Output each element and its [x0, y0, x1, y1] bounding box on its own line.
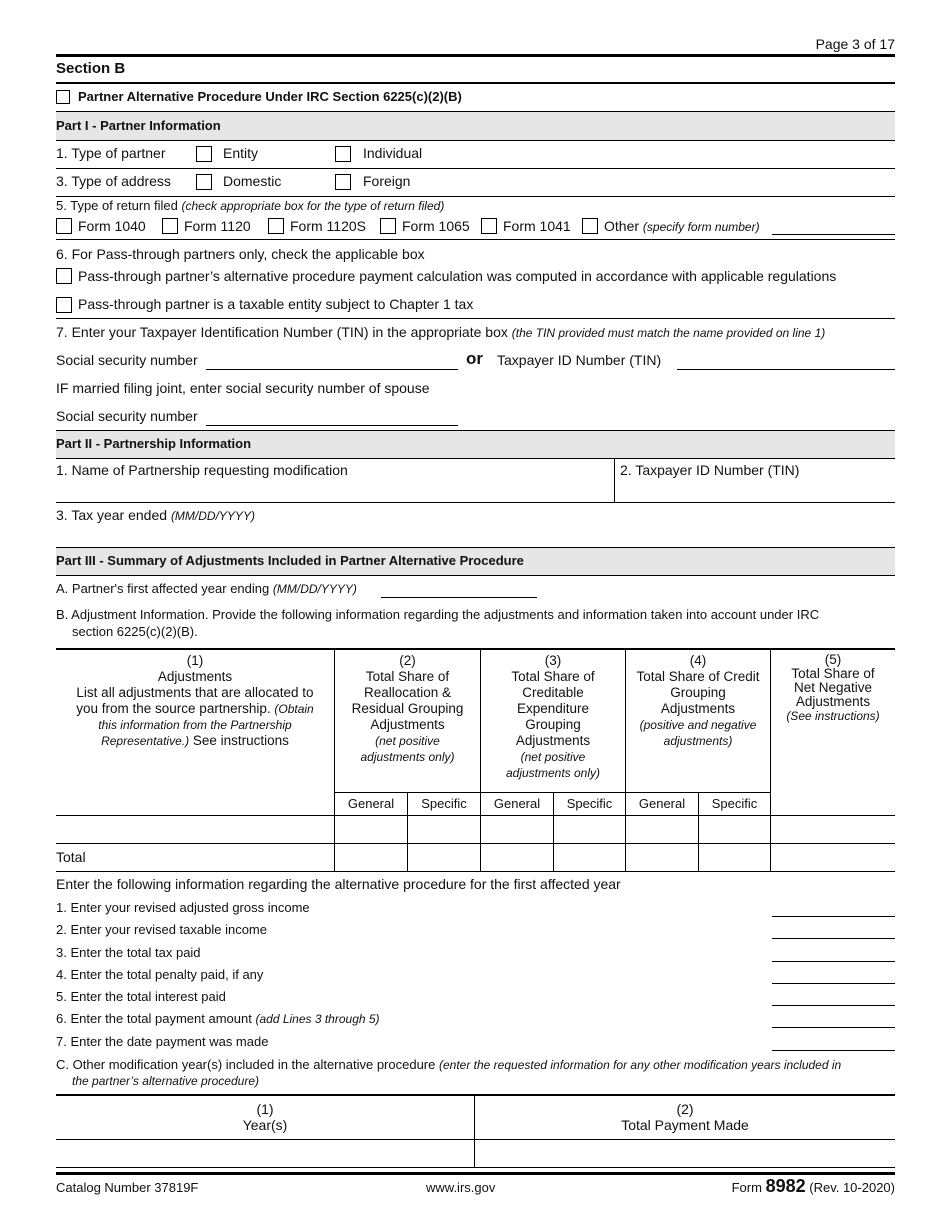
spouse-ssn-instruction: IF married filing joint, enter social security number of spouse [56, 380, 430, 396]
form1041-checkbox[interactable] [481, 218, 497, 234]
part2-title: Part II - Partnership Information [56, 436, 252, 451]
table-bottom-border [56, 871, 895, 872]
section-title: Section B [56, 60, 126, 77]
col3-header: (3) Total Share of Creditable Expenditure Grouping Adjustments (net positive adjustments only) [505, 653, 601, 780]
year-cell[interactable] [56, 1140, 474, 1167]
line6-label: 6. Enter the total payment amount (add Lines 3 through 5) [56, 1011, 380, 1026]
partnership-name-label[interactable]: 1. Name of Partnership requesting modification [56, 462, 348, 478]
line2-label: 2. Enter your revised taxable income [56, 922, 267, 937]
line1-field[interactable] [772, 903, 895, 917]
divider [56, 54, 895, 57]
table-row-divider [56, 843, 895, 844]
alt-procedure-intro: Enter the following information regarding the alternative procedure for the first affected year [56, 876, 621, 892]
part1-title: Part I - Partner Information [56, 118, 221, 133]
col2-general: General [347, 796, 395, 811]
tin-instruction: 7. Enter your Taxpayer Identification Number (TIN) in the appropriate box (the TIN provided must match the name provided on line 1) [56, 324, 826, 340]
spouse-ssn-label: Social security number [56, 408, 198, 424]
other-form-number-field[interactable] [772, 222, 895, 235]
col4-specific: Specific [711, 796, 758, 811]
form1040-label: Form 1040 [78, 218, 146, 234]
footer-divider [56, 1172, 895, 1175]
return-filed-label: 5. Type of return filed (check appropriate box for the type of return filed) [56, 198, 445, 213]
form1040-checkbox[interactable] [56, 218, 72, 234]
irs-url[interactable]: www.irs.gov [426, 1180, 496, 1195]
other-form-checkbox[interactable] [582, 218, 598, 234]
col1-header: (1) Adjustments List all adjustments that are allocated to you from the source partnership. (Obtain this information from the Partnership Representative.) See instructions [76, 653, 314, 748]
payment-column-header: (2) Total Payment Made [621, 1101, 749, 1133]
line6-field[interactable] [772, 1014, 895, 1028]
form1120s-checkbox[interactable] [268, 218, 284, 234]
or-label: or [466, 349, 483, 368]
type-address-label: 3. Type of address [56, 173, 171, 189]
form-identifier: Form 8982 (Rev. 10-2020) [731, 1176, 895, 1196]
divider [56, 196, 895, 197]
line3-field[interactable] [772, 948, 895, 962]
partnership-tin-label[interactable]: 2. Taxpayer ID Number (TIN) [620, 462, 800, 478]
first-affected-year-field[interactable] [381, 584, 537, 598]
form1120s-label: Form 1120S [290, 218, 366, 234]
payment-cell[interactable] [475, 1140, 895, 1167]
part3-title: Part III - Summary of Adjustments Included in Partner Alternative Procedure [56, 553, 524, 568]
alt-procedure-checkbox[interactable] [56, 90, 70, 104]
line3-label: 3. Enter the total tax paid [56, 945, 201, 960]
col2-specific: Specific [421, 796, 467, 811]
tin-label: Taxpayer ID Number (TIN) [497, 352, 662, 368]
col4-header: (4) Total Share of Credit Grouping Adjustments (positive and negative adjustments) [636, 653, 760, 748]
passthrough-label: 6. For Pass-through partners only, check the applicable box [56, 246, 425, 262]
foreign-label: Foreign [363, 173, 411, 189]
line7-label: 7. Enter the date payment was made [56, 1034, 269, 1049]
tin-field[interactable] [677, 356, 895, 370]
divider [56, 318, 895, 319]
total-label: Total [56, 849, 86, 865]
form1041-label: Form 1041 [503, 218, 571, 234]
col4-general: General [638, 796, 686, 811]
type-partner-label: 1. Type of partner [56, 145, 166, 161]
col3-specific: Specific [566, 796, 613, 811]
domestic-label: Domestic [223, 173, 282, 189]
alt-procedure-label: Partner Alternative Procedure Under IRC Section 6225(c)(2)(B) [78, 89, 462, 104]
form1120-label: Form 1120 [184, 218, 251, 234]
other-form-label: Other (specify form number) [604, 218, 760, 234]
passthrough-taxable-label: Pass-through partner is a taxable entity subject to Chapter 1 tax [78, 296, 474, 312]
line2-field[interactable] [772, 925, 895, 939]
foreign-checkbox[interactable] [335, 174, 351, 190]
entity-checkbox[interactable] [196, 146, 212, 162]
ssn-label: Social security number [56, 352, 198, 368]
other-modification-line2: the partner’s alternative procedure) [72, 1074, 259, 1088]
line7-field[interactable] [772, 1037, 895, 1051]
passthrough-computed-label: Pass-through partner’s alternative procedure payment calculation was computed in accordance with applicable regulations [78, 268, 837, 284]
c-table-top-border [56, 1094, 895, 1096]
year-column-header: (1) Year(s) [242, 1101, 288, 1133]
passthrough-taxable-checkbox[interactable] [56, 297, 72, 313]
individual-checkbox[interactable] [335, 146, 351, 162]
tax-year-label[interactable]: 3. Tax year ended (MM/DD/YYYY) [56, 507, 255, 523]
divider [56, 168, 895, 169]
col5-header: (5) Total Share of Net Negative Adjustments (See instructions) [786, 652, 880, 723]
subheader-divider [334, 792, 771, 793]
form1065-label: Form 1065 [402, 218, 470, 234]
individual-label: Individual [363, 145, 423, 161]
line5-label: 5. Enter the total interest paid [56, 989, 226, 1004]
first-affected-year-label: A. Partner's first affected year ending (MM/DD/YYYY) [56, 581, 357, 596]
page-number: Page 3 of 17 [815, 36, 895, 52]
line4-field[interactable] [772, 970, 895, 984]
form1120-checkbox[interactable] [162, 218, 178, 234]
divider [56, 502, 895, 503]
divider [56, 140, 895, 141]
table-row[interactable] [56, 816, 895, 843]
column-divider [614, 458, 615, 502]
catalog-number: Catalog Number 37819F [56, 1180, 199, 1195]
col2-header: (2) Total Share of Reallocation & Residual Grouping Adjustments (net positive adjustments only) [351, 653, 464, 764]
divider [56, 458, 895, 459]
other-modification-line1: C. Other modification year(s) included in the alternative procedure (enter the requested information for any other modification years included in [56, 1057, 842, 1072]
col3-general: General [493, 796, 541, 811]
adjustment-info-line1: B. Adjustment Information. Provide the following information regarding the adjustments and information taken into account under IRC [56, 607, 820, 622]
line1-label: 1. Enter your revised adjusted gross income [56, 900, 310, 915]
line5-field[interactable] [772, 992, 895, 1006]
entity-label: Entity [223, 145, 259, 161]
line4-label: 4. Enter the total penalty paid, if any [56, 967, 264, 982]
form1065-checkbox[interactable] [380, 218, 396, 234]
domestic-checkbox[interactable] [196, 174, 212, 190]
ssn-field[interactable] [206, 356, 458, 370]
adjustment-info-line2: section 6225(c)(2)(B). [72, 624, 198, 639]
divider [56, 575, 895, 576]
divider [56, 82, 895, 84]
passthrough-computed-checkbox[interactable] [56, 268, 72, 284]
c-table-bottom-border [56, 1167, 895, 1168]
spouse-ssn-field[interactable] [206, 412, 458, 426]
divider [56, 239, 895, 240]
